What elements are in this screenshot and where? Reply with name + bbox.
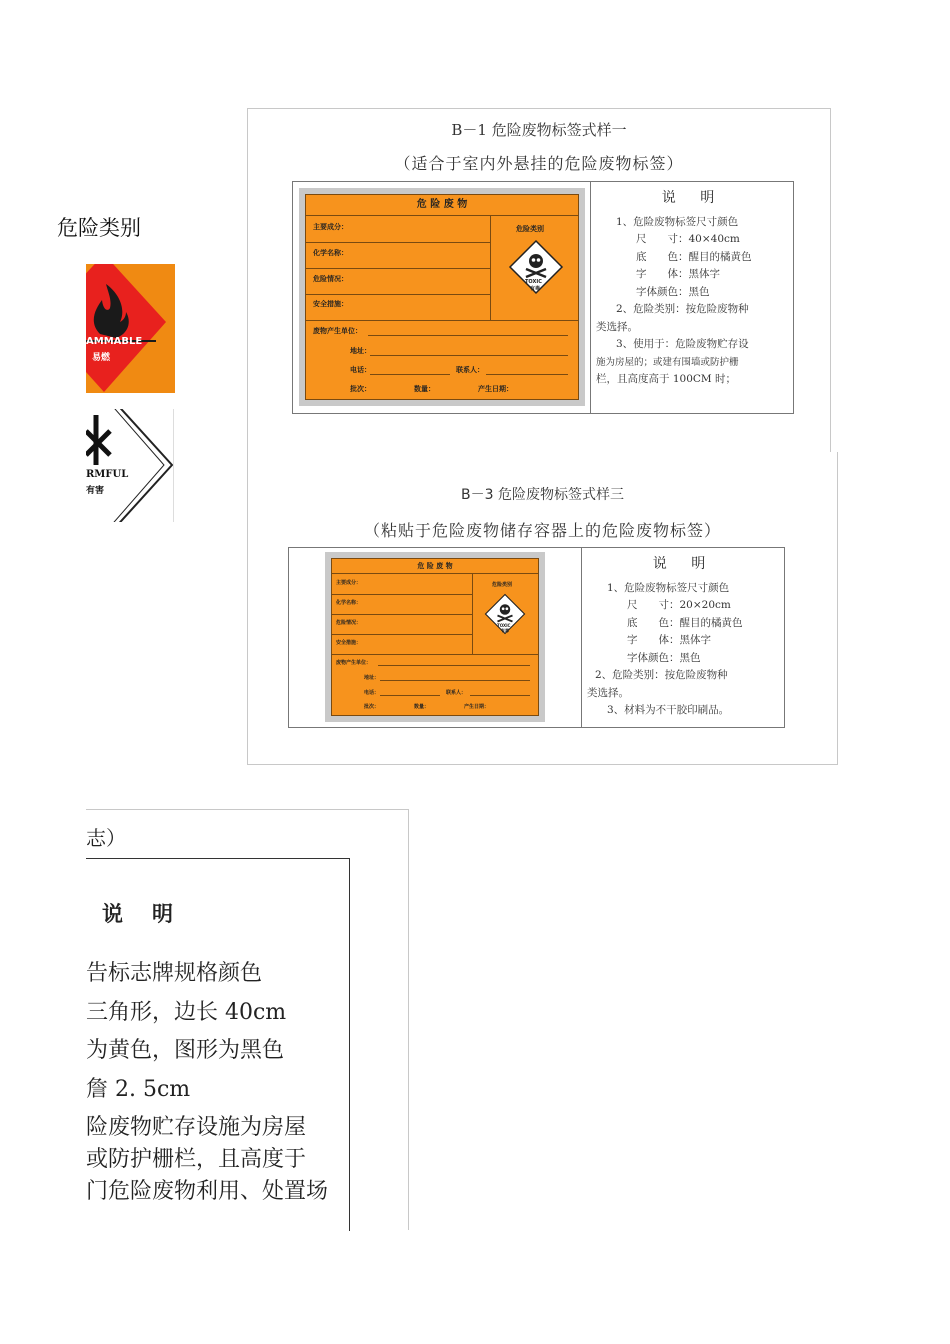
fragment-line: 险废物贮存设施为房屋 bbox=[86, 1115, 307, 1140]
sample1-divider bbox=[490, 216, 491, 320]
sample1-desc-title: 说 明 bbox=[661, 190, 725, 206]
sample1-desc-line: 栏，且高度高于 100CM 时； bbox=[596, 373, 737, 385]
sample3-divider bbox=[472, 574, 473, 654]
sample3-line bbox=[332, 634, 472, 635]
sample3-desc-line: 字 体：黑体字 bbox=[627, 634, 711, 646]
sample1-row-chemical: 化学名称： bbox=[313, 249, 348, 257]
sample1-frame bbox=[292, 181, 794, 414]
sample1-label bbox=[305, 194, 579, 400]
harmful-text-cn: 有害 bbox=[86, 486, 105, 496]
sample3-desc-line: 1、危险废物标签尺寸颜色 bbox=[607, 581, 730, 594]
sample1-label-header: 危 险 废 物 bbox=[306, 195, 578, 216]
sample3-panel bbox=[247, 452, 838, 765]
sample3-line bbox=[378, 665, 530, 666]
sample3-frame bbox=[288, 547, 785, 728]
sample1-title: B－1 危险废物标签式样一 bbox=[451, 121, 627, 139]
fragment-line: 或防护栅栏，且高度于 bbox=[86, 1147, 307, 1172]
fragment-line: 詹 2. 5cm bbox=[86, 1077, 191, 1102]
flammable-sign bbox=[86, 264, 175, 393]
sample3-desc-line: 3、材料为不干胶印刷品。 bbox=[607, 704, 730, 716]
sample1-toxic-text: TOXIC bbox=[525, 279, 542, 285]
sample1-batch: 批次： bbox=[350, 385, 371, 393]
sample3-contact: 联系人： bbox=[446, 690, 467, 696]
sample1-desc-line: 施为房屋的；或建有围墙或防护栅 bbox=[596, 356, 739, 368]
sample1-category: 危险类别 bbox=[516, 225, 544, 233]
fragment-line: 告标志牌规格颜色 bbox=[86, 961, 263, 986]
sample3-desc-line: 尺 寸：20×20cm bbox=[627, 599, 731, 611]
sample1-line bbox=[306, 268, 490, 269]
harmful-sign bbox=[86, 409, 174, 522]
fragment-line: 门危险废物利用、处置场 bbox=[86, 1179, 329, 1204]
flammable-text: AMMABLE bbox=[86, 336, 143, 347]
harmful-text: RMFUL bbox=[86, 469, 129, 480]
sample3-row-safety: 安全措施： bbox=[336, 640, 362, 646]
fragment-line: 三角形，边长 40cm bbox=[86, 1000, 287, 1025]
sample3-subtitle: （粘贴于危险废物储存容器上的危险废物标签） bbox=[363, 521, 721, 540]
sample1-contact: 联系人： bbox=[456, 366, 484, 374]
sample1-line bbox=[370, 355, 568, 356]
sample1-producer: 废物产生单位： bbox=[313, 327, 362, 335]
sample1-panel bbox=[247, 108, 831, 454]
sample1-desc-line: 字体颜色：黑色 bbox=[636, 285, 710, 298]
sample3-label-shadow bbox=[325, 552, 545, 722]
sample3-batch: 批次： bbox=[364, 704, 380, 710]
sample1-line bbox=[368, 335, 568, 336]
sample3-toxic-text: TOXIC bbox=[497, 623, 511, 628]
sample1-desc-line: 3、使用于：危险废物贮存设 bbox=[616, 338, 749, 350]
harmful-diamond-icon bbox=[86, 409, 173, 522]
sample3-line bbox=[332, 654, 538, 655]
sample3-row-hazard: 危险情况： bbox=[336, 620, 362, 626]
sample1-desc-line: 底 色：醒目的橘黄色 bbox=[636, 250, 752, 263]
sample1-quantity: 数量： bbox=[414, 385, 435, 393]
sample3-label-header: 危 险 废 物 bbox=[332, 559, 538, 574]
sample3-line bbox=[380, 680, 530, 681]
sample1-phone: 电话： bbox=[350, 366, 371, 374]
sample1-line bbox=[306, 294, 490, 295]
sample1-address: 地址： bbox=[350, 347, 371, 355]
sample3-title: B－3 危险废物标签式样三 bbox=[461, 487, 624, 503]
sample1-row-hazard: 危险情况： bbox=[313, 275, 348, 283]
fragment-line: 为黄色，图形为黑色 bbox=[86, 1038, 285, 1063]
sample1-subtitle: （适合于室内外悬挂的危险废物标签） bbox=[394, 154, 684, 173]
sample1-description bbox=[596, 190, 790, 389]
sample3-description bbox=[587, 556, 781, 720]
sample3-toxic-text-cn: 有毒 bbox=[501, 628, 509, 633]
sample3-line bbox=[380, 695, 440, 696]
sample1-label-shadow bbox=[299, 188, 585, 406]
sample3-row-composition: 主要成分： bbox=[336, 580, 362, 586]
sample3-producer: 废物产生单位： bbox=[336, 660, 372, 666]
fragment-desc-title: 说 明 bbox=[102, 901, 177, 926]
sample1-frame-divider bbox=[590, 182, 591, 413]
flammable-diamond-icon bbox=[86, 264, 175, 393]
sample1-toxic-text-cn: 有毒 bbox=[530, 286, 541, 292]
sample3-row-chemical: 化学名称： bbox=[336, 600, 362, 606]
sample1-desc-line: 字 体：黑体字 bbox=[636, 268, 720, 280]
sample3-desc-line: 2、危险类别：按危险废物种 bbox=[595, 669, 728, 681]
sign-spec-fragment bbox=[86, 809, 409, 1230]
sample1-desc-line: 2、危险类别：按危险废物种 bbox=[616, 303, 749, 315]
sample1-line bbox=[306, 242, 490, 243]
sample1-desc-line: 1、危险废物标签尺寸颜色 bbox=[616, 215, 739, 228]
sample1-row-safety: 安全措施： bbox=[313, 300, 348, 308]
fragment-title-tail: 志） bbox=[86, 826, 126, 850]
flammable-text-cn: 易燃 bbox=[92, 353, 111, 363]
sample3-line bbox=[470, 695, 530, 696]
sample3-line bbox=[332, 614, 472, 615]
sample1-line bbox=[486, 374, 568, 375]
sample1-desc-line: 类选择。 bbox=[596, 320, 638, 333]
sample3-phone: 电话： bbox=[364, 690, 380, 696]
sample3-category: 危险类别 bbox=[492, 582, 513, 588]
sample3-line bbox=[332, 594, 472, 595]
sample1-desc-line: 尺 寸：40×40cm bbox=[636, 233, 740, 245]
sample3-date: 产生日期： bbox=[464, 704, 490, 710]
sample3-address: 地址： bbox=[364, 675, 380, 681]
sample1-line bbox=[306, 320, 578, 321]
sample3-label bbox=[331, 558, 539, 716]
sample3-quantity: 数量： bbox=[414, 704, 430, 710]
sample3-desc-line: 类选择。 bbox=[587, 686, 629, 699]
sample3-desc-title: 说 明 bbox=[652, 556, 716, 572]
sample1-line bbox=[370, 374, 450, 375]
hazard-category-heading: 危险类别 bbox=[57, 216, 141, 240]
sample1-date: 产生日期： bbox=[478, 385, 513, 393]
sample1-row-composition: 主要成分： bbox=[313, 223, 348, 231]
sample3-desc-line: 底 色：醒目的橘黄色 bbox=[627, 616, 743, 629]
sample3-frame-divider bbox=[581, 548, 582, 727]
sample3-desc-line: 字体颜色：黑色 bbox=[627, 651, 701, 664]
